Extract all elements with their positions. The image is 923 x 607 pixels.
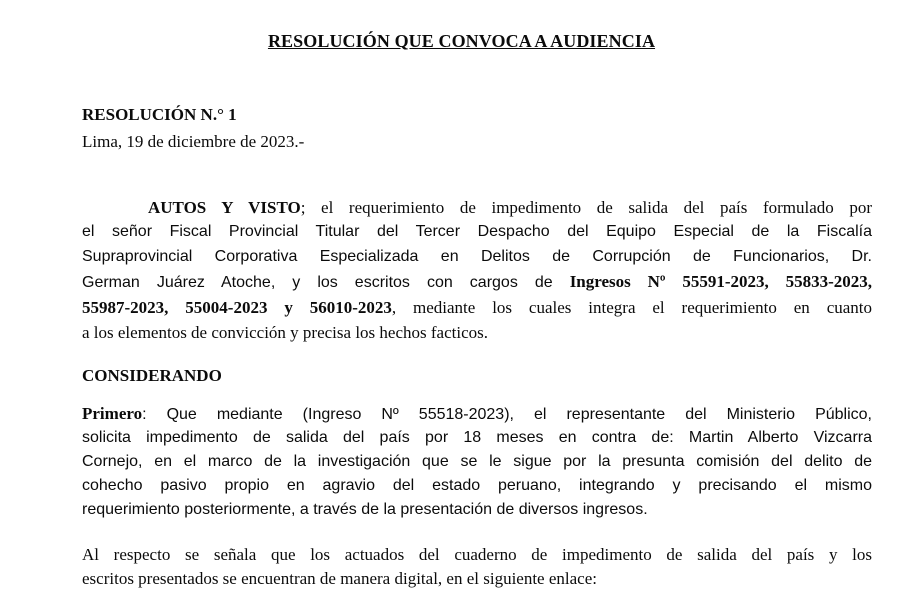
primero-label: Primero <box>82 404 143 423</box>
primero-line-4: cohecho pasivo propio en agravio del estado peruano, integrando y precisando el mismo <box>82 477 872 494</box>
primero-line-1 <box>82 402 872 427</box>
autos-line-1 <box>82 196 872 220</box>
autos-line-6: a los elementos de convicción y precisa los hechos facticos. <box>82 323 488 342</box>
primero-line-2: solicita impedimento de salida del país por 18 meses en contra de: Martin Alberto Vizcarra <box>82 429 872 446</box>
primero-line-3: Cornejo, en el marco de la investigación que se le sigue por la presunta comisión del delito de <box>82 453 872 470</box>
autos-text: German Juárez Atoche, y los escritos con cargos de <box>82 274 570 291</box>
autos-line-4 <box>82 270 872 295</box>
autos-heading: AUTOS Y VISTO <box>148 198 301 217</box>
ingresos-numbers: 55987-2023, 55004-2023 y 56010-2023 <box>82 298 392 317</box>
ingresos-numbers: Ingresos Nº 55591-2023, 55833-2023, <box>569 272 872 291</box>
primero-line-5: requerimiento posteriormente, a través de la presentación de diversos ingresos. <box>82 501 648 518</box>
autos-text: ; el requerimiento de impedimento de salida del país formulado por <box>300 198 873 217</box>
resolution-number: RESOLUCIÓN N.° 1 <box>82 105 237 124</box>
autos-text: , mediante los cuales integra el requerimiento en cuanto <box>391 298 873 317</box>
considerando-heading: CONSIDERANDO <box>82 366 222 385</box>
autos-line-2: el señor Fiscal Provincial Titular del Tercer Despacho del Equipo Especial de la Fiscalía <box>82 223 872 240</box>
autos-line-5 <box>82 296 872 320</box>
respecto-line-1: Al respecto se señala que los actuados del cuaderno de impedimento de salida del país y los <box>82 545 872 564</box>
place-date: Lima, 19 de diciembre de 2023.- <box>82 132 305 151</box>
respecto-line-2: escritos presentados se encuentran de manera digital, en el siguiente enlace: <box>82 569 597 588</box>
primero-text: : Que mediante (Ingreso Nº 55518-2023), el representante del Ministerio Público, <box>142 406 872 423</box>
autos-line-3: Supraprovincial Corporativa Especializada en Delitos de Corrupción de Funcionarios, Dr. <box>82 248 872 265</box>
document-title: RESOLUCIÓN QUE CONVOCA A AUDIENCIA <box>267 31 656 51</box>
